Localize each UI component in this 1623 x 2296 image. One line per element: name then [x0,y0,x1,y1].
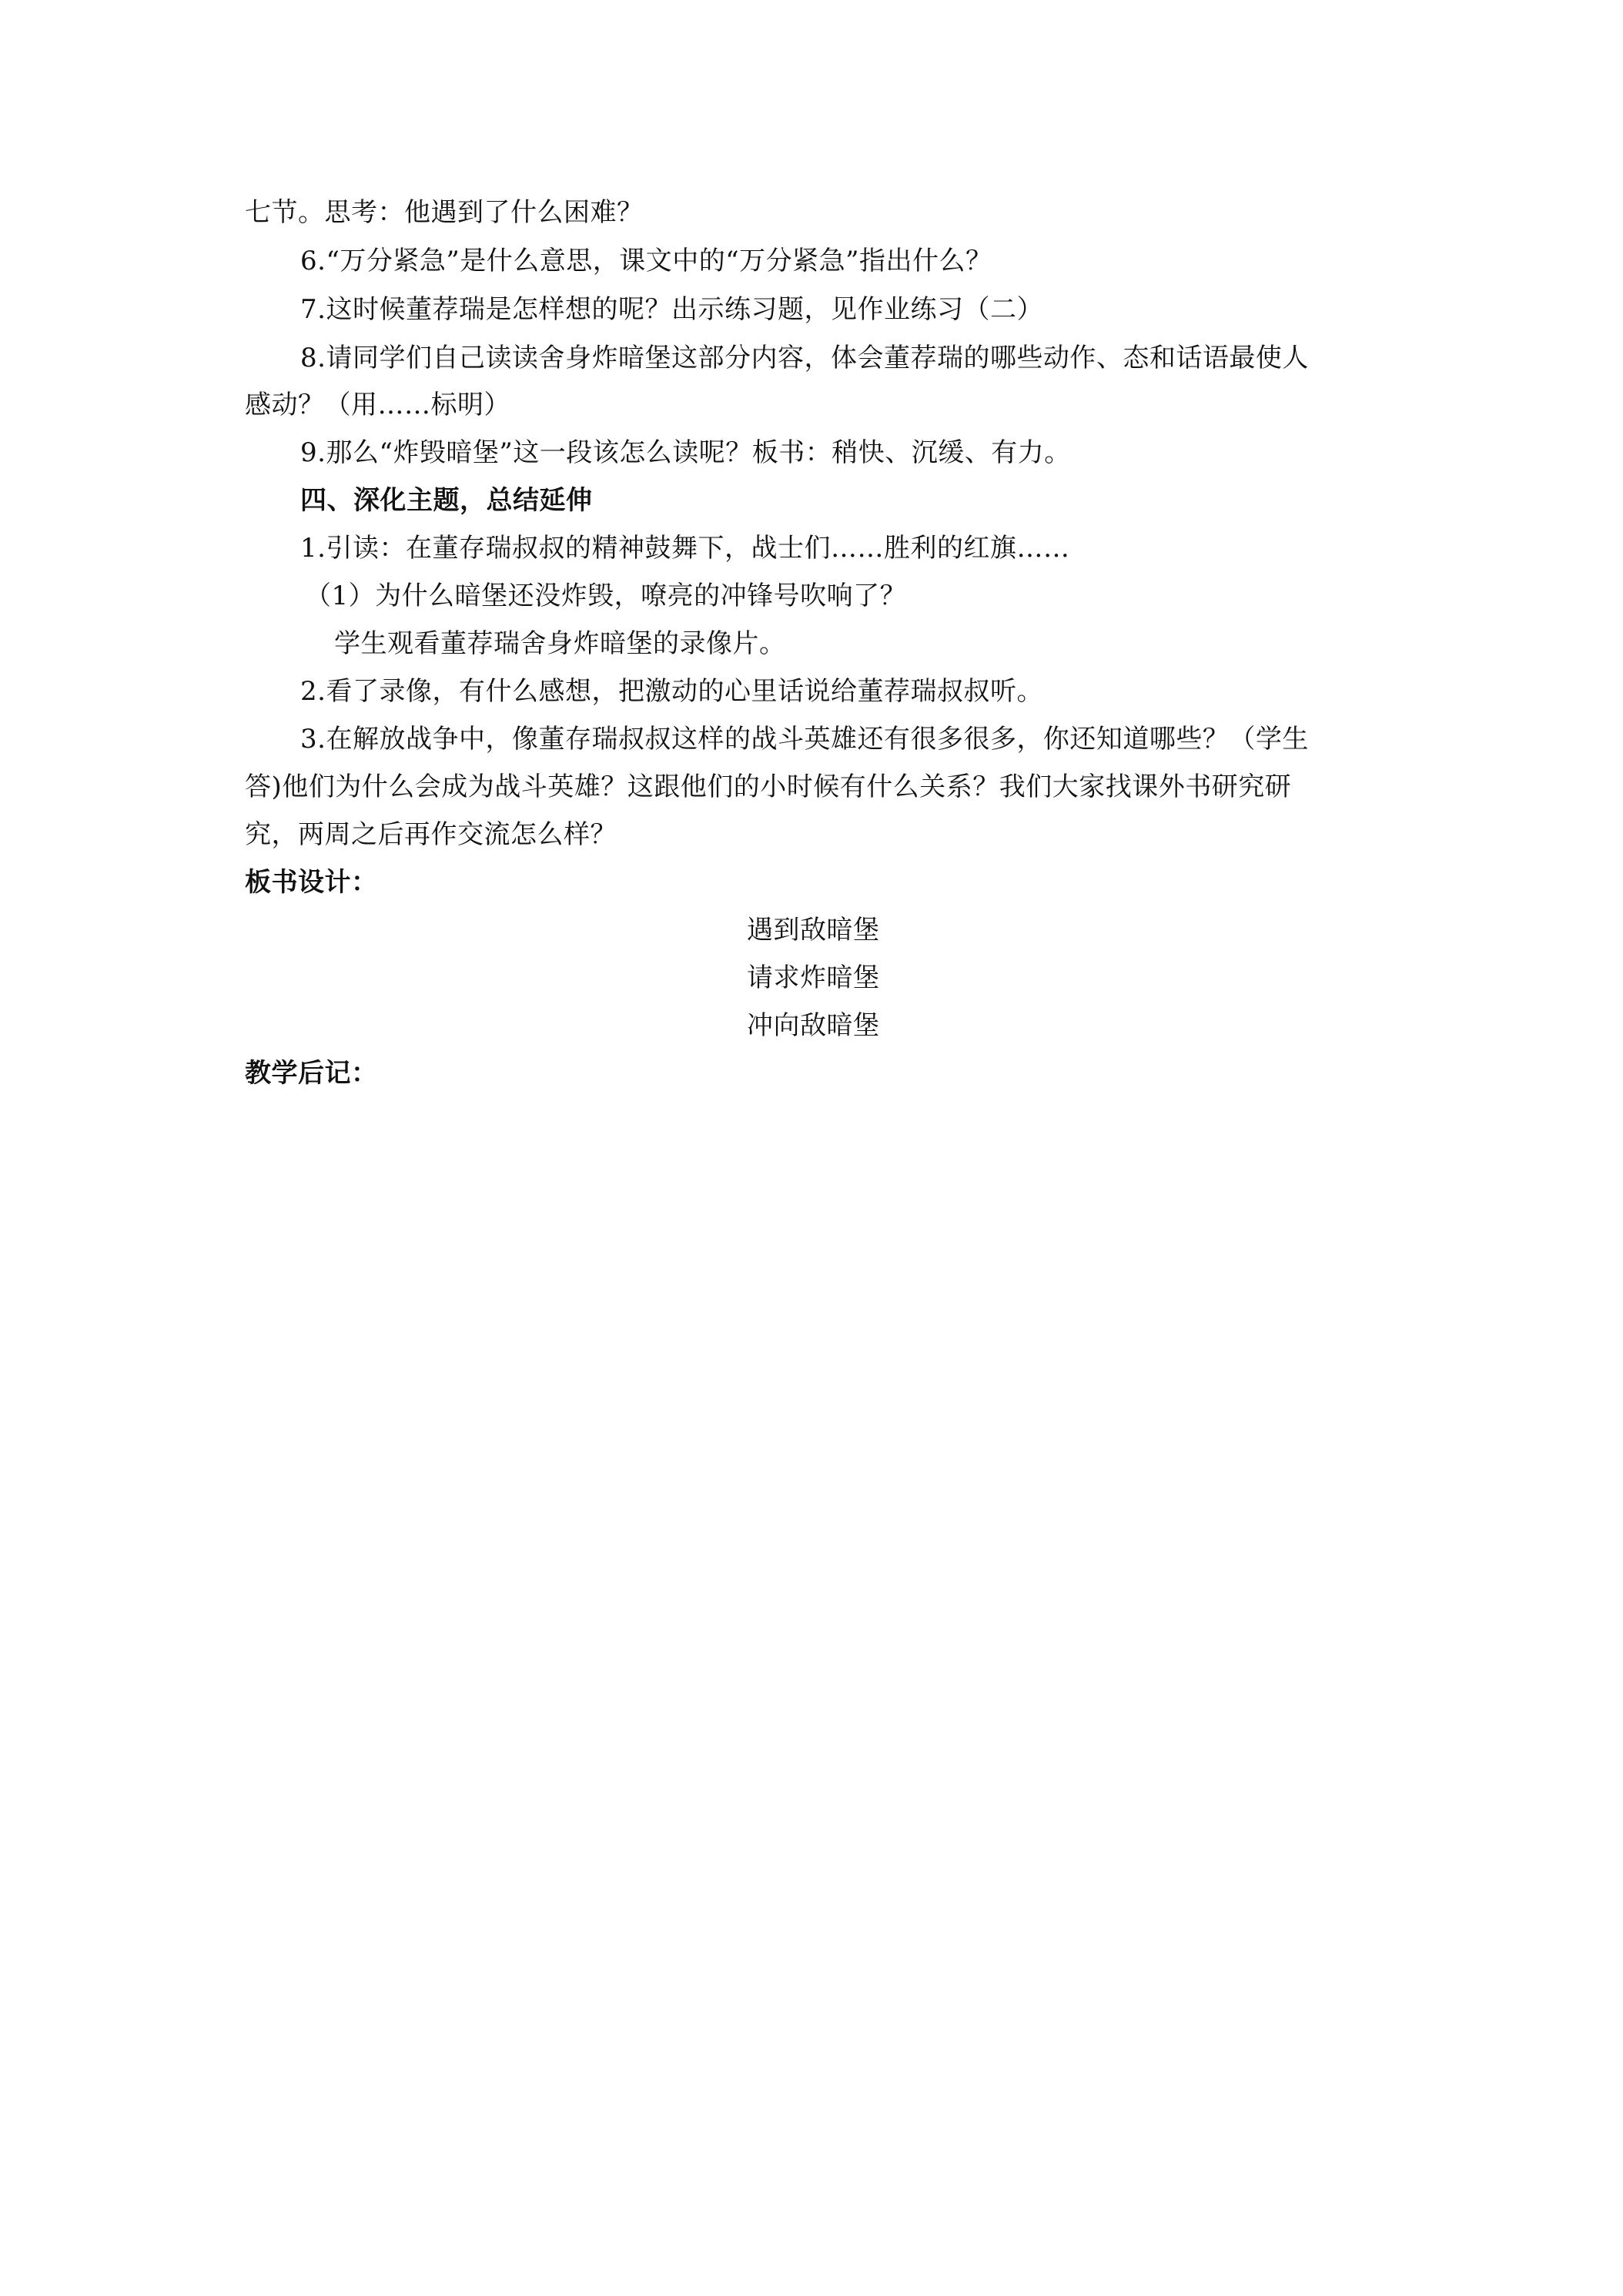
paragraph-line: 9.那么“炸毁暗堡”这一段该怎么读呢？板书：稍快、沉缓、有力。 [300,437,1071,468]
board-design-line: 遇到敌暗堡 [747,915,880,946]
section-item: 答)他们为什么会成为战斗英雄？这跟他们的小时候有什么关系？我们大家找课外书研究研 [245,771,1292,802]
section-heading: 四、深化主题，总结延伸 [300,485,593,516]
paragraph-line: 七节。思考：他遇到了什么困难？ [245,197,644,228]
section-item: 2.看了录像，有什么感想，把激动的心里话说给董荐瑞叔叔听。 [300,676,1043,707]
paragraph-line: 感动？（用……标明） [245,390,510,420]
board-design-line: 冲向敌暗堡 [747,1010,880,1041]
board-design-label: 板书设计： [245,867,378,898]
paragraph-line: 7.这时候董荐瑞是怎样想的呢？出示练习题，见作业练习（二） [300,294,1043,325]
postscript-label: 教学后记： [245,1058,378,1089]
section-item: 3.在解放战争中，像董存瑞叔叔这样的战斗英雄还有很多很多，你还知道哪些？（学生 [300,724,1309,755]
section-item: （1）为什么暗堡还没炸毁，嘹亮的冲锋号吹响了？ [305,581,907,611]
board-design-line: 请求炸暗堡 [747,962,880,993]
section-item: 1.引读：在董存瑞叔叔的精神鼓舞下，战士们……胜利的红旗…… [300,533,1070,564]
section-item: 究，两周之后再作交流怎么样？ [245,819,617,850]
section-item: 学生观看董荐瑞舍身炸暗堡的录像片。 [334,628,786,659]
paragraph-line: 6.“万分紧急”是什么意思，课文中的“万分紧急”指出什么？ [300,246,992,276]
paragraph-line: 8.请同学们自己读读舍身炸暗堡这部分内容，体会董荐瑞的哪些动作、态和话语最使人 [300,343,1309,373]
